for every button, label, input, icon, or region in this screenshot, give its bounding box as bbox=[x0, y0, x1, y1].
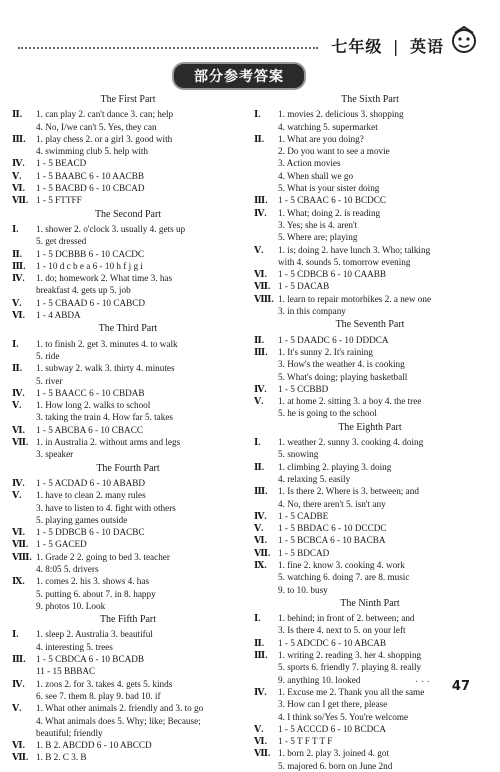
answer-text: 5. sports 6. friendly 7. playing 8. really bbox=[278, 662, 422, 673]
answer-text: 4. watching 5. supermarket bbox=[278, 121, 378, 132]
answer-line bbox=[254, 448, 486, 460]
answer-text: 1. fine 2. know 3. cooking 4. work bbox=[278, 559, 405, 570]
answer-line bbox=[12, 375, 244, 387]
answer-line bbox=[254, 624, 486, 636]
answer-line bbox=[254, 244, 486, 256]
answer-text: 4. swimming club 5. help with bbox=[36, 146, 149, 157]
answer-line bbox=[12, 284, 244, 296]
answer-text: 5. putting 6. about 7. in 8. happy bbox=[36, 588, 156, 599]
answer-text: 1. How long 2. walks to school bbox=[36, 400, 151, 411]
answer-text: with 4. sounds 5. tomorrow evening bbox=[278, 256, 411, 267]
roman-numeral: Ⅴ. bbox=[254, 396, 264, 407]
answer-line bbox=[254, 723, 486, 735]
answer-line bbox=[12, 436, 244, 448]
roman-numeral: Ⅳ. bbox=[254, 686, 267, 697]
answer-text: 5. ride bbox=[36, 350, 60, 361]
roman-numeral: Ⅲ. bbox=[254, 346, 268, 357]
answer-text: 4. No, I/we can't 5. Yes, they can bbox=[36, 121, 157, 132]
answer-text: 1 - 5 CADBE bbox=[278, 510, 329, 521]
answer-line bbox=[254, 547, 486, 559]
answer-text: 5. playing games outside bbox=[36, 514, 128, 525]
answer-text: 1. B 2. ABCDD 6 - 10 ABCCD bbox=[36, 740, 152, 751]
answer-line bbox=[254, 747, 486, 759]
answer-line bbox=[254, 133, 486, 145]
answer-text: 1. B 2. C 3. B bbox=[36, 752, 87, 763]
answer-text: 1. have to clean 2. many rules bbox=[36, 490, 146, 501]
roman-numeral: Ⅴ. bbox=[12, 400, 22, 411]
answer-text: 1. to finish 2. get 3. minutes 4. to walk bbox=[36, 338, 178, 349]
part-title: The Third Part bbox=[98, 323, 158, 335]
roman-numeral: Ⅸ. bbox=[254, 559, 267, 570]
answer-line bbox=[254, 461, 486, 473]
answer-text: 4. relaxing 5. easily bbox=[278, 473, 351, 484]
answer-text: 1. at home 2. sitting 3. a boy 4. the tree bbox=[278, 396, 422, 407]
answer-text: 4. interesting 5. trees bbox=[36, 641, 113, 652]
answer-text: 1 - 5 BACBD 6 - 10 CBCAD bbox=[36, 183, 145, 194]
answer-line bbox=[12, 563, 244, 575]
answer-line bbox=[12, 121, 244, 133]
answer-text: 3. How's the weather 4. is cooking bbox=[278, 359, 405, 370]
answer-text: 6. see 7. them 8. play 9. bad 10. if bbox=[36, 690, 161, 701]
roman-numeral: Ⅳ. bbox=[12, 678, 25, 689]
part-title: The Sixth Part bbox=[341, 94, 399, 105]
roman-numeral: Ⅱ. bbox=[254, 637, 265, 648]
answer-text: 4. No, there aren't 5. isn't any bbox=[278, 498, 386, 509]
answer-line bbox=[12, 588, 244, 600]
page-number: 47 bbox=[451, 679, 470, 694]
answer-line bbox=[254, 346, 486, 358]
roman-numeral: Ⅵ. bbox=[254, 269, 267, 280]
answer-text: 1 - 5 CBAAC 6 - 10 BCDCC bbox=[278, 195, 386, 206]
answer-line bbox=[12, 399, 244, 411]
answer-text: 1. What other animals 2. friendly and 3. to go bbox=[36, 703, 204, 714]
answer-line bbox=[254, 498, 486, 510]
roman-numeral: Ⅱ. bbox=[254, 461, 265, 472]
roman-numeral: Ⅳ. bbox=[12, 387, 25, 398]
answer-text: 4. When shall we go bbox=[278, 170, 354, 181]
answer-line bbox=[254, 231, 486, 243]
answer-text: 1 - 5 BAACC 6 - 10 CBDAB bbox=[36, 387, 145, 398]
answer-line bbox=[12, 194, 244, 206]
roman-numeral: Ⅱ. bbox=[12, 248, 23, 259]
answer-text: 1 - 10 d c b e a 6 - 10 h f j g i bbox=[36, 260, 143, 271]
part-title: The Second Part bbox=[94, 208, 162, 220]
answer-text: 1 - 5 DAADC 6 - 10 DDDCA bbox=[278, 334, 389, 345]
answer-line bbox=[254, 407, 486, 419]
answer-line bbox=[254, 219, 486, 231]
answer-text: 1 - 5 DDBCB 6 - 10 DACBC bbox=[36, 527, 145, 538]
roman-numeral: Ⅲ. bbox=[254, 195, 268, 206]
answer-text: 1 - 5 ADCDC 6 - 10 ABCAB bbox=[278, 637, 386, 648]
roman-numeral: Ⅱ. bbox=[12, 363, 23, 374]
answer-line bbox=[12, 641, 244, 653]
answer-line bbox=[12, 350, 244, 362]
answer-line bbox=[254, 194, 486, 206]
answer-text: 1. movies 2. delicious 3. shopping bbox=[278, 109, 404, 120]
answer-line bbox=[254, 371, 486, 383]
part-title: The Ninth Part bbox=[340, 597, 400, 609]
roman-numeral: Ⅴ. bbox=[12, 170, 22, 181]
answer-text: 1 - 5 BAABC 6 - 10 AACBB bbox=[36, 170, 144, 181]
answer-text: 1. Excuse me 2. Thank you all the same bbox=[278, 686, 425, 697]
roman-numeral: Ⅴ. bbox=[254, 723, 264, 734]
roman-numeral: Ⅶ. bbox=[12, 539, 29, 550]
answer-text: 1. comes 2. his 3. shows 4. has bbox=[36, 576, 150, 587]
answer-line bbox=[254, 510, 486, 522]
part-title: The Fifth Part bbox=[99, 614, 157, 626]
roman-numeral: Ⅸ. bbox=[12, 576, 25, 587]
answer-line bbox=[12, 653, 244, 665]
answer-text: 1 - 5 BDCAD bbox=[278, 547, 330, 558]
answer-text: 1 - 5 BCBCA 6 - 10 BACBA bbox=[278, 535, 386, 546]
answer-text: breakfast 4. gets up 5. job bbox=[36, 285, 131, 296]
roman-numeral: Ⅲ. bbox=[254, 650, 268, 661]
roman-numeral: Ⅰ. bbox=[254, 109, 261, 120]
answer-line bbox=[12, 628, 244, 640]
roman-numeral: Ⅵ. bbox=[12, 527, 25, 538]
answer-line bbox=[254, 735, 486, 747]
answer-line bbox=[12, 538, 244, 550]
answer-text: 1 - 5 DACAB bbox=[278, 281, 330, 292]
mascot-icon bbox=[450, 24, 478, 58]
answer-text: 1. What; doing 2. is reading bbox=[278, 207, 381, 218]
answer-line bbox=[12, 108, 244, 120]
answer-text: 1 - 5 ACCCD 6 - 10 BCDCA bbox=[278, 723, 386, 734]
answer-text: beautiful; friendly bbox=[36, 727, 103, 738]
answer-text: 4. 8:05 5. drivers bbox=[36, 563, 99, 574]
roman-numeral: Ⅶ. bbox=[254, 748, 271, 759]
roman-numeral: Ⅴ. bbox=[12, 490, 22, 501]
answer-text: 11 - 15 BBBAC bbox=[36, 666, 96, 677]
answer-text: 1. play chess 2. or a girl 3. good with bbox=[36, 133, 173, 144]
answer-line bbox=[12, 145, 244, 157]
answer-line bbox=[254, 207, 486, 219]
answer-line bbox=[254, 637, 486, 649]
answer-text: 1. learn to repair motorbikes 2. a new one bbox=[278, 293, 432, 304]
answer-line bbox=[12, 727, 244, 739]
subject-label: 英语 bbox=[409, 37, 444, 56]
answer-line bbox=[12, 665, 244, 677]
answer-line bbox=[254, 305, 486, 317]
answer-text: 1 - 5 T F T T F bbox=[278, 736, 333, 747]
answer-line bbox=[12, 690, 244, 702]
answer-line bbox=[12, 424, 244, 436]
right-column bbox=[254, 92, 486, 772]
roman-numeral: Ⅲ. bbox=[254, 486, 268, 497]
answer-line bbox=[254, 661, 486, 673]
answer-text: 1 - 4 ABDA bbox=[36, 310, 81, 321]
roman-numeral: Ⅳ. bbox=[12, 158, 25, 169]
answer-text: 1 - 5 ACDAD 6 - 10 ABABD bbox=[36, 477, 145, 488]
answer-text: 1. shower 2. o'clock 3. usually 4. gets up bbox=[36, 223, 186, 234]
answer-text: 1 - 5 DCBBB 6 - 10 CACDC bbox=[36, 248, 144, 259]
answer-text: 9. to 10. busy bbox=[278, 584, 328, 595]
answer-line bbox=[254, 612, 486, 624]
answer-text: 3. Is there 4. next to 5. on your left bbox=[278, 625, 406, 636]
part-title: The First Part bbox=[100, 94, 156, 105]
answer-line bbox=[12, 362, 244, 374]
answer-line bbox=[12, 526, 244, 538]
answer-text: 1 - 5 CBAAD 6 - 10 CABCD bbox=[36, 297, 145, 308]
part-title: The Fourth Part bbox=[96, 462, 160, 474]
roman-numeral: Ⅴ. bbox=[12, 297, 22, 308]
roman-numeral: Ⅰ. bbox=[12, 338, 19, 349]
answer-text: 1 - 5 CBDCA 6 - 10 BCADB bbox=[36, 654, 144, 665]
answer-text: 3. taking the train 4. How far 5. takes bbox=[36, 412, 174, 423]
answer-line bbox=[12, 551, 244, 563]
answer-line bbox=[254, 280, 486, 292]
answer-text: 1 - 5 GACED bbox=[36, 539, 87, 550]
roman-numeral: Ⅵ. bbox=[12, 310, 25, 321]
answers-banner: 部分参考答案 bbox=[172, 62, 306, 90]
answer-text: 5. What is your sister doing bbox=[278, 183, 380, 194]
roman-numeral: Ⅶ. bbox=[12, 437, 29, 448]
answer-text: 1 - 5 CCBBD bbox=[278, 383, 329, 394]
answer-text: 4. I think so/Yes 5. You're welcome bbox=[278, 711, 409, 722]
roman-numeral: Ⅶ. bbox=[12, 752, 29, 763]
answer-line bbox=[12, 575, 244, 587]
answer-line bbox=[12, 223, 244, 235]
answer-text: 1. Is there 2. Where is 3. between; and bbox=[278, 486, 419, 497]
answer-text: 5. river bbox=[36, 375, 63, 386]
answer-text: 3. in this company bbox=[278, 306, 346, 317]
answer-line bbox=[12, 309, 244, 321]
answer-line bbox=[254, 108, 486, 120]
answer-text: 1. writing 2. reading 3. her 4. shopping bbox=[278, 650, 422, 661]
roman-numeral: Ⅳ. bbox=[254, 510, 267, 521]
answer-text: 3. Yes; she is 4. aren't bbox=[278, 219, 358, 230]
answer-line bbox=[254, 698, 486, 710]
answer-line bbox=[254, 649, 486, 661]
roman-numeral: Ⅳ. bbox=[254, 207, 267, 218]
answer-text: 1. can play 2. can't dance 3. can; help bbox=[36, 109, 174, 120]
title-separator-icon: | bbox=[393, 37, 400, 56]
answer-line bbox=[254, 182, 486, 194]
answer-line bbox=[254, 534, 486, 546]
answer-line bbox=[12, 477, 244, 489]
answer-line bbox=[12, 489, 244, 501]
answer-text: 2. Do you want to see a movie bbox=[278, 146, 390, 157]
roman-numeral: Ⅳ. bbox=[12, 273, 25, 284]
answer-line bbox=[12, 387, 244, 399]
header-title bbox=[331, 34, 444, 57]
answer-text: 3. speaker bbox=[36, 449, 74, 460]
roman-numeral: Ⅰ. bbox=[12, 223, 19, 234]
roman-numeral: Ⅰ. bbox=[254, 437, 261, 448]
answer-line bbox=[12, 411, 244, 423]
answer-line bbox=[254, 121, 486, 133]
roman-numeral: Ⅶ. bbox=[254, 281, 271, 292]
answer-text: 1. It's sunny 2. It's raining bbox=[278, 346, 373, 357]
roman-numeral: Ⅲ. bbox=[12, 260, 26, 271]
answer-line bbox=[12, 448, 244, 460]
answer-text: 1. is; doing 2. have lunch 3. Who; talking bbox=[278, 244, 431, 255]
answer-line bbox=[254, 485, 486, 497]
roman-numeral: Ⅶ. bbox=[254, 547, 271, 558]
answer-line bbox=[254, 383, 486, 395]
answer-line bbox=[12, 170, 244, 182]
answer-text: 3. How can I get there, please bbox=[278, 699, 388, 710]
answer-text: 5. majored 6. born on June 2nd bbox=[278, 760, 393, 771]
answer-line bbox=[254, 760, 486, 772]
answer-line bbox=[254, 145, 486, 157]
answer-line bbox=[254, 522, 486, 534]
answer-line bbox=[254, 293, 486, 305]
answer-line bbox=[254, 157, 486, 169]
answer-line bbox=[12, 338, 244, 350]
roman-numeral: Ⅵ. bbox=[12, 424, 25, 435]
answer-text: 1. weather 2. sunny 3. cooking 4. doing bbox=[278, 437, 424, 448]
roman-numeral: Ⅱ. bbox=[254, 133, 265, 144]
roman-numeral: Ⅴ. bbox=[12, 703, 22, 714]
answer-line bbox=[12, 751, 244, 763]
part-title: The Seventh Part bbox=[335, 319, 405, 331]
answer-text: 5. snowing bbox=[278, 449, 319, 460]
page-header bbox=[0, 0, 500, 60]
answer-line bbox=[12, 182, 244, 194]
roman-numeral: Ⅶ. bbox=[12, 195, 29, 206]
answer-text: 1 - 5 BEACD bbox=[36, 158, 87, 169]
answer-text: 1. in Australia 2. without arms and legs bbox=[36, 437, 181, 448]
answer-line bbox=[12, 157, 244, 169]
answer-line bbox=[12, 514, 244, 526]
answer-text: 1. subway 2. walk 3. thirty 4. minutes bbox=[36, 363, 175, 374]
answer-line bbox=[12, 715, 244, 727]
answer-text: 1 - 5 FTTFF bbox=[36, 195, 82, 206]
answer-text: 5. he is going to the school bbox=[278, 408, 377, 419]
answer-text: 3. Action movies bbox=[278, 158, 341, 169]
grade-label: 七年级 bbox=[331, 37, 383, 56]
answer-line bbox=[254, 571, 486, 583]
answer-text: 5. get dressed bbox=[36, 236, 87, 247]
roman-numeral: Ⅱ. bbox=[12, 109, 23, 120]
answer-line bbox=[254, 436, 486, 448]
answer-text: 1. climbing 2. playing 3. doing bbox=[278, 461, 392, 472]
roman-numeral: Ⅰ. bbox=[12, 629, 19, 640]
answer-line bbox=[12, 297, 244, 309]
roman-numeral: Ⅰ. bbox=[254, 613, 261, 624]
part-title: The Eighth Part bbox=[338, 421, 402, 433]
answer-text: 1. born 2. play 3. joined 4. got bbox=[278, 748, 390, 759]
answer-text: 5. watching 6. doing 7. are 8. music bbox=[278, 572, 410, 583]
roman-numeral: Ⅷ. bbox=[254, 293, 274, 304]
answer-text: 4. What animals does 5. Why; like; Because; bbox=[36, 715, 201, 726]
answer-line bbox=[254, 559, 486, 571]
answer-line bbox=[254, 170, 486, 182]
answer-text: 1 - 5 BBDAC 6 - 10 DCCDC bbox=[278, 523, 387, 534]
answer-line bbox=[12, 133, 244, 145]
footer-dots-icon: · · · bbox=[415, 677, 430, 688]
answer-text: 1. sleep 2. Australia 3. beautiful bbox=[36, 629, 153, 640]
answer-text: 1 - 5 ABCBA 6 - 10 CBACC bbox=[36, 424, 143, 435]
answer-line bbox=[254, 395, 486, 407]
roman-numeral: Ⅵ. bbox=[254, 535, 267, 546]
roman-numeral: Ⅴ. bbox=[254, 244, 264, 255]
answer-text: 1. do; homework 2. What time 3. has bbox=[36, 273, 173, 284]
header-divider bbox=[18, 47, 318, 49]
answer-line bbox=[254, 334, 486, 346]
roman-numeral: Ⅳ. bbox=[12, 477, 25, 488]
roman-numeral: Ⅷ. bbox=[12, 551, 32, 562]
answer-text: 1. zoos 2. for 3. takes 4. gets 5. kinds bbox=[36, 678, 173, 689]
answer-line bbox=[254, 358, 486, 370]
answer-line bbox=[254, 711, 486, 723]
answer-line bbox=[12, 600, 244, 612]
roman-numeral: Ⅲ. bbox=[12, 133, 26, 144]
answer-line bbox=[254, 584, 486, 596]
roman-numeral: Ⅲ. bbox=[12, 654, 26, 665]
answer-text: 1. behind; in front of 2. between; and bbox=[278, 613, 415, 624]
roman-numeral: Ⅱ. bbox=[254, 334, 265, 345]
answer-line bbox=[12, 272, 244, 284]
roman-numeral: Ⅳ. bbox=[254, 383, 267, 394]
answer-text: 1 - 5 CDBCB 6 - 10 CAABB bbox=[278, 269, 386, 280]
answer-line bbox=[12, 260, 244, 272]
answer-line bbox=[254, 256, 486, 268]
answer-line bbox=[12, 235, 244, 247]
answer-line bbox=[12, 678, 244, 690]
roman-numeral: Ⅵ. bbox=[12, 740, 25, 751]
answer-line bbox=[254, 473, 486, 485]
answer-text: 9. anything 10. looked bbox=[278, 674, 361, 685]
answer-line bbox=[254, 268, 486, 280]
answer-text: 9. photos 10. Look bbox=[36, 600, 106, 611]
answer-text: 5. What's doing; playing basketball bbox=[278, 371, 408, 382]
answer-line bbox=[12, 739, 244, 751]
left-column bbox=[12, 92, 244, 764]
answer-line bbox=[12, 502, 244, 514]
answer-text: 1. What are you doing? bbox=[278, 133, 364, 144]
roman-numeral: Ⅴ. bbox=[254, 523, 264, 534]
answer-text: 3. have to listen to 4. fight with others bbox=[36, 502, 176, 513]
answer-text: 5. Where are; playing bbox=[278, 232, 358, 243]
answer-line bbox=[12, 248, 244, 260]
roman-numeral: Ⅵ. bbox=[12, 183, 25, 194]
answer-line bbox=[12, 702, 244, 714]
answer-text: 1. Grade 2 2. going to bed 3. teacher bbox=[36, 551, 170, 562]
roman-numeral: Ⅵ. bbox=[254, 736, 267, 747]
